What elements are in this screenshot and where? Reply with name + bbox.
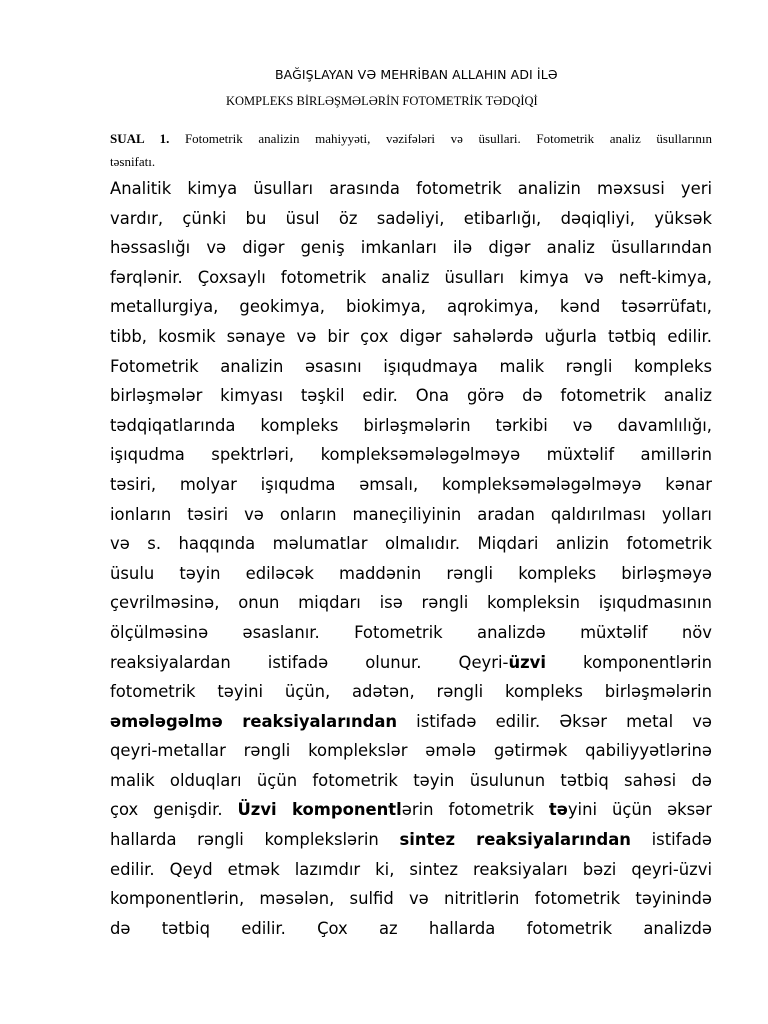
- body-line: təsiri, molyar işıqudma əmsalı, kompleksəmələgəlməyə kənar: [110, 474, 712, 494]
- body-line: üsulu təyin ediləcək maddənin rəngli kompleks birləşməyə: [110, 563, 712, 583]
- question-text-1: Fotometrik analizin mahiyyəti, vəzifələri və üsullari. Fotometrik analiz üsullarının: [184, 131, 713, 146]
- body-line: qeyri-metallar rəngli komplekslər əmələ gətirmək qabiliyyətlərinə: [110, 741, 712, 761]
- body-line: komponentlərin, məsələn, sulfid və nitritlərin fotometrik təyinində: [110, 889, 712, 909]
- body-line: edilir. Qeyd etmək lazımdır ki, sintez reaksiyaları bəzi qeyri-üzvi: [110, 859, 712, 879]
- body-line: [110, 795, 712, 825]
- invocation-heading: BAĞIŞLAYAN VƏ MEHRİBAN ALLAHIN ADI İLƏ: [275, 67, 558, 82]
- bold-text: tə: [548, 800, 568, 820]
- body-line: Analitik kimya üsulları arasında fotometrik analizin məxsusi yeri: [110, 179, 712, 198]
- question-block: [110, 127, 712, 173]
- body-line: [110, 825, 712, 855]
- text-run: yini üçün əksər: [567, 800, 713, 820]
- body-line: birləşmələr kimyası təşkil edir. Ona görə də fotometrik analiz: [110, 386, 712, 406]
- body-line: tibb, kosmik sənaye və bir çox digər sahələrdə uğurla tətbiq edilir.: [110, 326, 712, 346]
- bold-text: sintez reaksiyalarından: [399, 830, 631, 850]
- body-line: [110, 648, 712, 678]
- body-text: [110, 174, 712, 943]
- body-line: ionların təsiri və onların maneçiliyinin aradan qaldırılması yolları: [110, 504, 712, 524]
- body-line: işıqudma spektrləri, kompleksəmələgəlməyə müxtəlif amillərin: [110, 445, 712, 465]
- body-line: Fotometrik analizin əsasını işıqudmaya malik rəngli kompleks: [110, 356, 712, 376]
- question-text-2: təsnifatı.: [110, 154, 156, 169]
- text-run: ərin fotometrik: [401, 800, 549, 820]
- text-run: komponentlərin: [545, 652, 712, 672]
- body-line: [110, 707, 712, 737]
- body-line: həssaslığı və digər geniş imkanları ilə digər analiz üsullarından: [110, 238, 712, 258]
- body-line: ölçülməsinə əsaslanır. Fotometrik analizdə müxtəlif növ: [110, 622, 712, 642]
- bold-text: əmələgəlmə: [110, 711, 223, 731]
- bold-text: üzvi: [508, 652, 546, 672]
- body-line: tədqiqatlarında kompleks birləşmələrin tərkibi və davamlılığı,: [110, 415, 712, 435]
- body-line: malik olduqları üçün fotometrik təyin üsulunun tətbiq sahəsi də: [110, 770, 712, 790]
- bold-text: Üzvi komponentl: [237, 800, 402, 820]
- question-label: SUAL 1.: [110, 131, 170, 146]
- document-title: KOMPLEKS BİRLƏŞMƏLƏRİN FOTOMETRİK TƏDQİQİ: [226, 94, 538, 108]
- bold-text: reaksiyalarından: [222, 711, 398, 731]
- text-run: hallarda rəngli komplekslərin: [110, 830, 400, 850]
- body-line: vardır, çünki bu üsul öz sadəliyi, etibarlığı, dəqiqliyi, yüksək: [110, 208, 712, 228]
- body-line: fərqlənir. Çoxsaylı fotometrik analiz üsulları kimya və neft-kimya,: [110, 267, 712, 287]
- body-line: və s. haqqında məlumatlar olmalıdır. Miqdari anlizin fotometrik: [110, 534, 712, 554]
- text-run: reaksiyalardan istifadə olunur. Qeyri-: [110, 652, 509, 672]
- text-run: istifadə: [630, 830, 712, 850]
- body-line: metallurgiya, geokimya, biokimya, aqrokimya, kənd təsərrüfatı,: [110, 297, 712, 317]
- text-run: istifadə edilir. Əksər metal və: [397, 711, 712, 731]
- body-line: də tətbiq edilir. Çox az hallarda fotometrik analizdə: [110, 918, 712, 938]
- body-line: fotometrik təyini üçün, adətən, rəngli kompleks birləşmələrin: [110, 682, 712, 702]
- body-line: çevrilməsinə, onun miqdarı isə rəngli kompleksin işıqudmasının: [110, 593, 712, 613]
- question-line-1: [110, 127, 712, 150]
- text-run: çox genişdir.: [110, 800, 238, 820]
